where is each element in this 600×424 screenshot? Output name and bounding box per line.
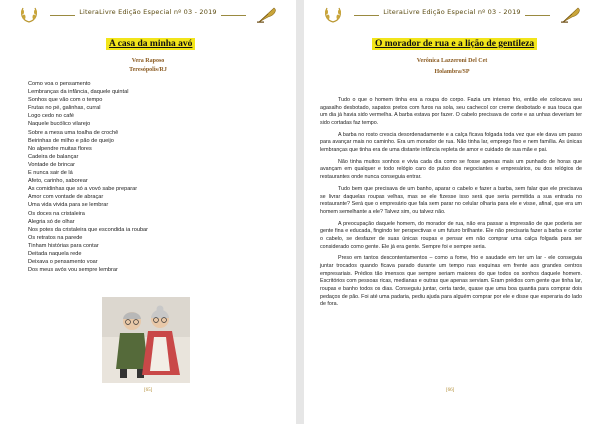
poem-line: Afeto, carinho, saborear [28, 178, 88, 185]
author-location: Holambra/SP [434, 69, 470, 75]
page-number: [66] [446, 388, 455, 393]
author-name: Vera Raposo [131, 58, 165, 64]
story-paragraph: Tudo bem que precisava de um banho, aparar o cabelo e fazer a barba, sem falar que ele precisava se livrar daquelas roupas velhas, mas se ele fizesse isso será que seria permitida a sua entrada no restaurante? Será que o empresário que fala sem parar no celular olharia para ele e visse, afinal, que era um homem semelhante a ele? Talvez sim, ou talvez não. [320, 185, 582, 215]
poem-line: Beirinhas de milho e pão de queijo [28, 137, 114, 144]
poem-line: Alegria só de olhar [28, 218, 75, 225]
poem-line: Amor com vontade de abraçar [28, 194, 104, 201]
story-paragraph: Preso em tantos descontentamentos – como a fome, frio e saudade em ter um lar - ele conseguia juntar trocados quando ficava parado durante um tempo nas esquinas em frente aos grandes centros empresariais. Prédios tão imensos que sempre seriam maiores do que todos os sonhos daquele homem. Escritórios com pessoas ricas, medianas e outras que apenas serviam. Eram prédios com gente que tinha lar, roupas e banho todos os dias. Conseguiu juntar, certa tarde, quase que uma boa quantia para comprar dois pedaços de pão. Foi até uma padaria, pediu ajuda para alguém comprar por ele e disse que esperaria do lado de fora. [320, 255, 582, 308]
page-title: A casa da minha avó [106, 38, 195, 50]
right-header [322, 8, 582, 22]
poem-line: Sobre a mesa uma toalha de crochê [28, 129, 119, 136]
story-text [320, 97, 582, 313]
poem-line: Naquele bucólico vilarejo [28, 121, 91, 128]
poem-line: E nunca sair de lá [28, 170, 73, 177]
poem-line: Cadeira de balançar [28, 153, 79, 160]
story-paragraph: Tudo o que o homem tinha era a roupa do corpo. Fazia um intenso frio, então ele colocava seu agasalho desbotado, sapatos pretos com furos na sola, seu cachecol cor creme desbotado e sua touca que um dia já havia sido vermelha. A barba estava por fazer. O cabelo precisava de corte e as unhas deveriam ter sido cortadas faz tempo. [320, 97, 582, 126]
poem-text [28, 80, 228, 274]
poem-line: No alpendre muitas flores [28, 145, 92, 152]
poem-line: Lembranças da infância, daquele quintal [28, 89, 129, 96]
poem-line: Tinham histórias para contar [28, 242, 99, 249]
left-header [18, 8, 278, 22]
author-location: Teresópolis/RJ [129, 67, 167, 73]
poem-line: Deitada naquela rede [28, 250, 82, 257]
poem-line: Frutas no pé, galinhas, curral [28, 105, 101, 112]
poem-line: As comidinhas que só a vovó sabe preparar [28, 186, 138, 193]
poem-line: Sonhos que vão com o tempo [28, 97, 103, 104]
poem-line: Uma vida vivida para se lembrar [28, 202, 109, 209]
poem-line: Vontade de brincar [28, 161, 75, 168]
story-paragraph: A barba no rosto crescia desordenadamente e a calça ficava folgada toda vez que ele dava um passo para avançar mais no caminho. Era um morador de rua. Não tinha lar, emprego fixo e nem família. As únicas lembranças que tinha era de uma distante infância repleta de amor e cuidado de sua mãe e pai. [320, 131, 582, 154]
quill-pen-icon [560, 6, 582, 24]
story-paragraph: A preocupação daquele homem, do morador de rua, não era passar a impressão de que poderia ser gente fina e educada, fingindo ter perspectivas e um futuro brilhante. Ele não precisaria fazer a barba e cortar o cabelo, se desfazer de suas únicas roupas e pensar em não comprar uma calça folgada para ser considerado como gente. Ele já era gente. Sempre foi e sempre seria. [320, 220, 582, 250]
poem-line: Logo cedo no café [28, 113, 75, 120]
poem-line: Nos potes da cristaleira que escondida ia roubar [28, 226, 149, 233]
story-paragraph: Não tinha muitos sonhos e vivia cada dia como se fosse apenas mais um punhado de horas que avançam em qualquer e todo relógio caro do pulso dos negociantes e empresários, ou dos relógios de restaurantes onde nunca conseguia entrar. [320, 158, 582, 181]
dolls-photo [102, 297, 190, 383]
left-page [0, 0, 296, 424]
page-number: [65] [144, 388, 153, 393]
page-gutter [296, 0, 304, 424]
author-name: Verônica Lazzeroni Del Cet [416, 58, 488, 64]
poem-line: Os doces na cristaleira [28, 210, 85, 217]
header-text: LiteraLivre Edição Especial nº 03 - 2019 [322, 8, 582, 16]
poem-line: Dos meus avós vou sempre lembrar [28, 267, 118, 274]
poem-line: Como voa o pensamento [28, 81, 91, 87]
quill-pen-icon [256, 6, 278, 24]
header-text: LiteraLivre Edição Especial nº 03 - 2019 [18, 8, 278, 16]
poem-line: Deixava o pensamento voar [28, 259, 98, 266]
page-title: O morador de rua e a lição de gentileza [372, 38, 537, 50]
poem-line: Os retratos na parede [28, 234, 83, 241]
